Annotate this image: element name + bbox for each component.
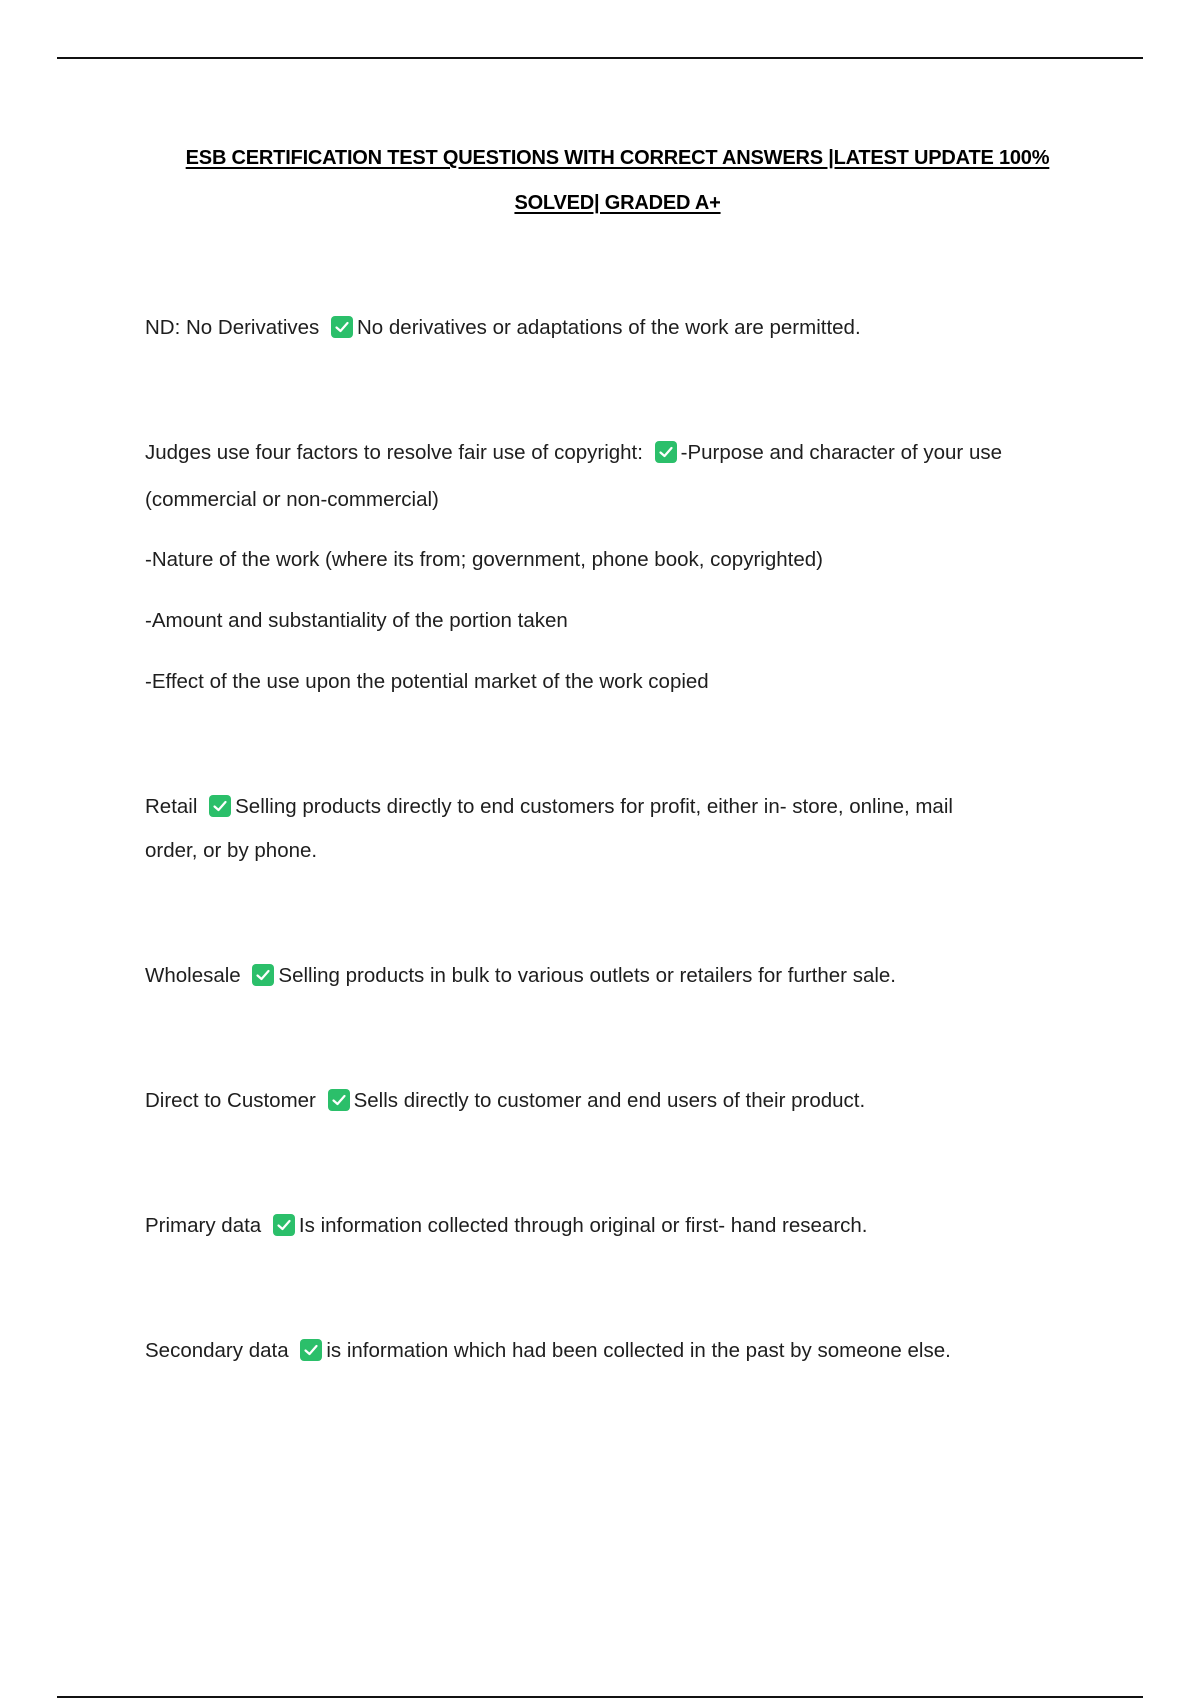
footer-rule bbox=[57, 1696, 1143, 1698]
qa-entry bbox=[145, 964, 896, 988]
answer-continuation: order, or by phone. bbox=[145, 839, 318, 862]
answer-continuation: -Effect of the use upon the potential market of the work copied bbox=[145, 670, 709, 693]
check-box-icon bbox=[252, 964, 274, 986]
qa-entry bbox=[145, 795, 953, 819]
qa-entry bbox=[145, 316, 861, 340]
check-box-icon bbox=[331, 316, 353, 338]
answer-text: -Purpose and character of your use bbox=[680, 441, 1002, 464]
qa-entry bbox=[145, 1089, 865, 1113]
qa-entry bbox=[145, 1214, 868, 1238]
answer-continuation: -Nature of the work (where its from; government, phone book, copyrighted) bbox=[145, 548, 823, 571]
document-title-line-1: ESB CERTIFICATION TEST QUESTIONS WITH CORRECT ANSWERS |LATEST UPDATE 100% bbox=[185, 147, 1050, 169]
check-box-icon bbox=[209, 795, 231, 817]
question-term: Judges use four factors to resolve fair use of copyright: bbox=[145, 441, 643, 464]
answer-continuation: (commercial or non-commercial) bbox=[145, 488, 439, 511]
answer-text: is information which had been collected in the past by someone else. bbox=[326, 1339, 951, 1362]
answer-text: Is information collected through original or first- hand research. bbox=[298, 1214, 868, 1237]
header-rule bbox=[57, 57, 1143, 59]
question-term: Wholesale bbox=[145, 964, 241, 987]
question-term: Primary data bbox=[145, 1214, 262, 1237]
answer-continuation: -Amount and substantiality of the portion taken bbox=[145, 609, 568, 632]
answer-text: Selling products in bulk to various outlets or retailers for further sale. bbox=[278, 964, 896, 987]
qa-entry bbox=[145, 1339, 951, 1363]
document-title-line-2: SOLVED| GRADED A+ bbox=[514, 192, 721, 214]
check-box-icon bbox=[300, 1339, 322, 1361]
check-box-icon bbox=[273, 1214, 295, 1236]
question-term: ND: No Derivatives bbox=[145, 316, 320, 339]
question-term: Secondary data bbox=[145, 1339, 289, 1362]
answer-text: Selling products directly to end customers for profit, either in- store, online, mail bbox=[235, 795, 953, 818]
qa-entry bbox=[145, 441, 1002, 465]
question-term: Direct to Customer bbox=[145, 1089, 316, 1112]
answer-text: No derivatives or adaptations of the work are permitted. bbox=[357, 316, 861, 339]
answer-text: Sells directly to customer and end users of their product. bbox=[353, 1089, 866, 1112]
check-box-icon bbox=[655, 441, 677, 463]
question-term: Retail bbox=[145, 795, 198, 818]
check-box-icon bbox=[328, 1089, 350, 1111]
